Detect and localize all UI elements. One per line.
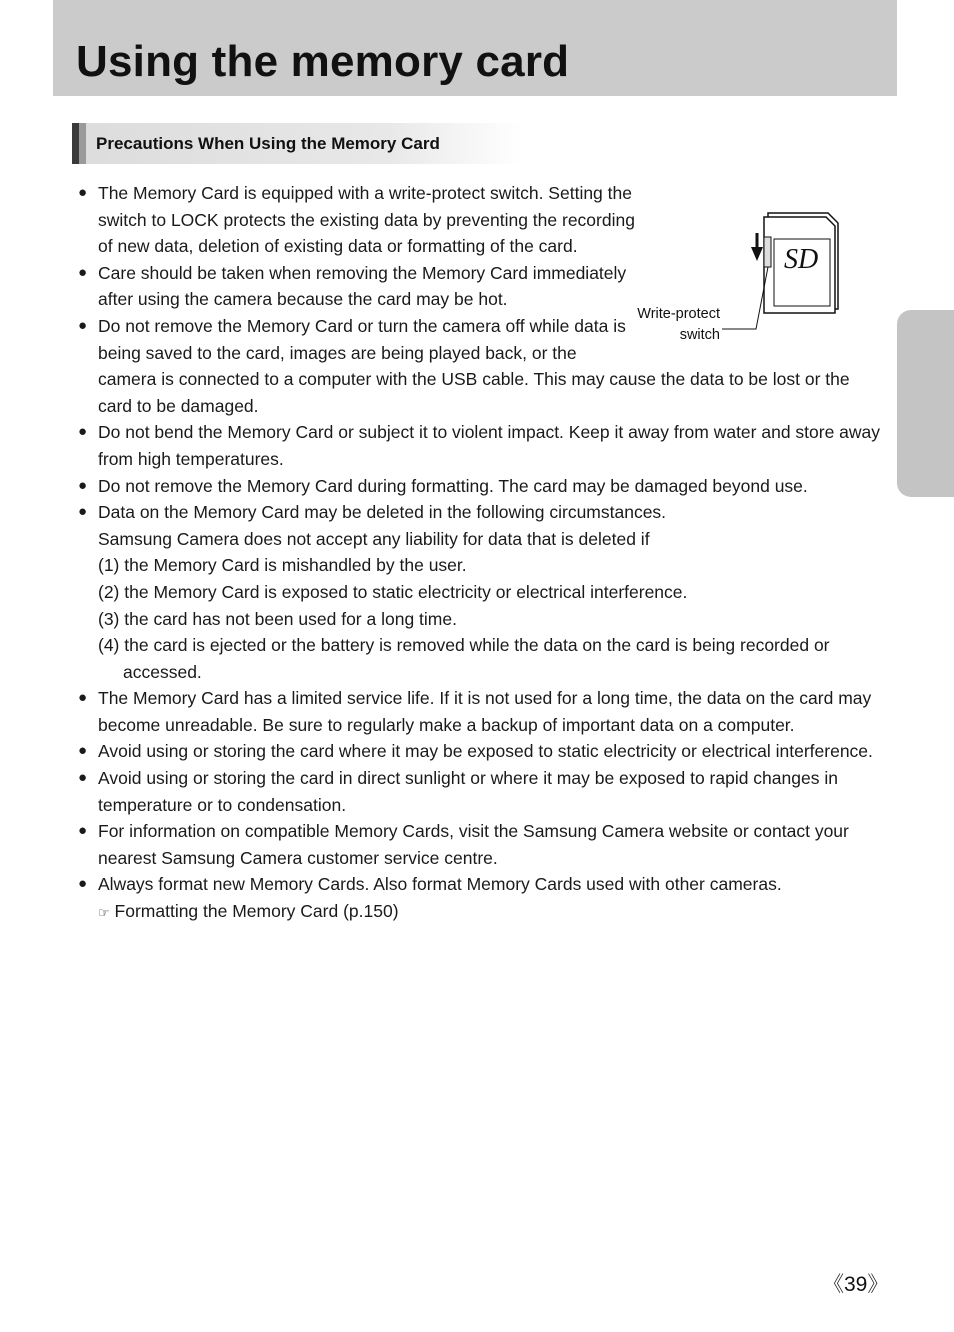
section-heading-bar-light [79, 123, 86, 164]
list-item [78, 499, 880, 685]
cross-reference [98, 898, 880, 927]
sublist-item: (2) the Memory Card is exposed to static electricity or electrical interference. [98, 581, 688, 602]
list-item-line: from high temperatures. [98, 448, 284, 469]
list-item [78, 419, 880, 472]
sublist-item: (1) the Memory Card is mishandled by the user. [98, 555, 467, 576]
sublist-item-continuation: accessed. [123, 661, 202, 682]
list-item-line: switch to LOCK protects the existing data by preventing the recording [98, 209, 635, 230]
list-item [78, 818, 880, 871]
pointing-hand-icon: ☞ [98, 905, 110, 921]
section-heading-bar [72, 123, 79, 164]
list-item-line: Samsung Camera does not accept any liability for data that is deleted if [98, 528, 650, 549]
list-item [78, 313, 880, 419]
bullet-icon: ● [78, 503, 88, 521]
bullet-icon: ● [78, 316, 88, 334]
bullet-icon: ● [78, 184, 88, 201]
list-item-line: Always format new Memory Cards. Also format Memory Cards used with other cameras. [98, 874, 782, 895]
bullet-icon: ● [78, 822, 88, 840]
list-item-line: Care should be taken when removing the Memory Card immediately [98, 262, 627, 283]
list-item [78, 180, 880, 260]
bullet-icon: ● [78, 476, 88, 494]
page-title: Using the memory card [76, 37, 570, 86]
list-item [78, 473, 880, 500]
list-item-line: The Memory Card has a limited service life. If it is not used for a long time, the data on the card may [98, 688, 872, 709]
list-item-line: Data on the Memory Card may be deleted in the following circumstances. [98, 502, 667, 523]
list-item-line: The Memory Card is equipped with a write-protect switch. Setting the [98, 183, 632, 203]
list-item-line: Avoid using or storing the card in direct sunlight or where it may be exposed to rapid changes in [98, 768, 838, 789]
list-item [78, 871, 880, 926]
bullet-icon: ● [78, 423, 88, 441]
list-item-line: after using the camera because the card may be hot. [98, 289, 508, 310]
list-item-line: nearest Samsung Camera customer service centre. [98, 847, 498, 868]
section-heading-box [72, 123, 522, 164]
list-item [78, 260, 880, 313]
list-item-line: Do not remove the Memory Card during formatting. The card may be damaged beyond use. [98, 475, 808, 496]
sublist-item: (3) the card has not been used for a long time. [98, 608, 457, 629]
list-item [78, 685, 880, 738]
write-protect-label-line1: Write-protect [637, 306, 720, 322]
list-item-line: Avoid using or storing the card where it may be exposed to static electricity or electrical interference. [98, 741, 873, 762]
list-item-line: camera is connected to a computer with the USB cable. This may cause the data to be lost or the [98, 369, 850, 390]
bullet-icon: ● [78, 875, 88, 893]
cross-reference-text: Formatting the Memory Card (p.150) [114, 901, 399, 922]
sublist-item: (4) the card is ejected or the battery is removed while the data on the card is being recorded or [98, 635, 830, 656]
list-item [78, 738, 880, 765]
list-item [78, 765, 880, 818]
bullet-icon: ● [78, 742, 88, 760]
bullet-icon: ● [78, 689, 88, 707]
list-item-line: become unreadable. Be sure to regularly make a backup of important data on a computer. [98, 714, 795, 735]
page-number: 《39》 [823, 1273, 889, 1296]
list-item-line: temperature or to condensation. [98, 794, 347, 815]
bullet-icon: ● [78, 263, 88, 281]
bullet-icon: ● [78, 769, 88, 787]
list-item-line: card to be damaged. [98, 395, 259, 416]
side-tab [897, 310, 954, 497]
list-item-line: Do not remove the Memory Card or turn the camera off while data is [98, 315, 626, 336]
sd-card-label: SD [784, 244, 819, 275]
title-bar [53, 0, 897, 96]
precautions-list [78, 180, 880, 927]
list-item-line: For information on compatible Memory Cards, visit the Samsung Camera website or contact your [98, 821, 849, 842]
list-item-line: of new data, deletion of existing data or formatting of the card. [98, 236, 578, 257]
section-heading: Precautions When Using the Memory Card [96, 134, 440, 153]
write-protect-label-line2: switch [679, 327, 720, 343]
list-item-line: Do not bend the Memory Card or subject it to violent impact. Keep it away from water and store away [98, 422, 881, 443]
list-item-line: being saved to the card, images are being played back, or the [98, 342, 577, 363]
